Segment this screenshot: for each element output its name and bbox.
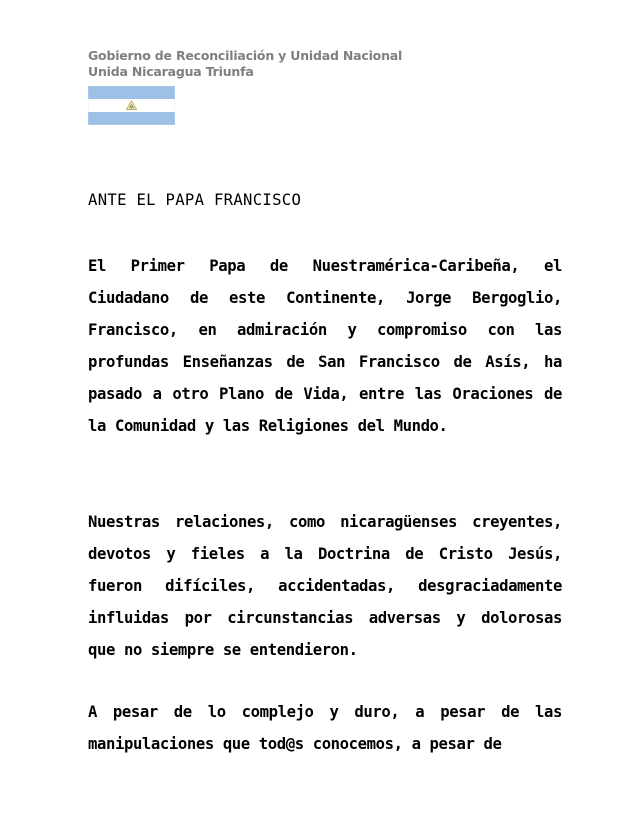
- nicaragua-flag-icon: [88, 86, 175, 125]
- letterhead-government-name: Gobierno de Reconciliación y Unidad Nacional: [88, 48, 403, 63]
- letterhead: [88, 48, 402, 80]
- paragraph-1: El Primer Papa de Nuestramérica-Caribeña, el Ciudadano de este Continente, Jorge Bergoglio, Francisco, en admiración y compromiso con las profundas Enseñanzas de San Francisco de Asís, ha pasado a otro Plano de Vida, entre las Oraciones de la Comunidad y las Religiones del Mundo.: [88, 257, 562, 435]
- letterhead-slogan: Unida Nicaragua Triunfa: [88, 64, 254, 79]
- paragraph-2: Nuestras relaciones, como nicaragüenses creyentes, devotos y fieles a la Doctrina de Cristo Jesús, fueron difíciles, accidentadas, desgraciadamente influidas por circunstancias adversas y dolorosas que no siempre se entendieron.: [88, 513, 562, 659]
- document-title: ANTE EL PAPA FRANCISCO: [88, 191, 302, 209]
- paragraph-3: A pesar de lo complejo y duro, a pesar de las manipulaciones que tod@s conocemos, a pesar de: [88, 703, 562, 753]
